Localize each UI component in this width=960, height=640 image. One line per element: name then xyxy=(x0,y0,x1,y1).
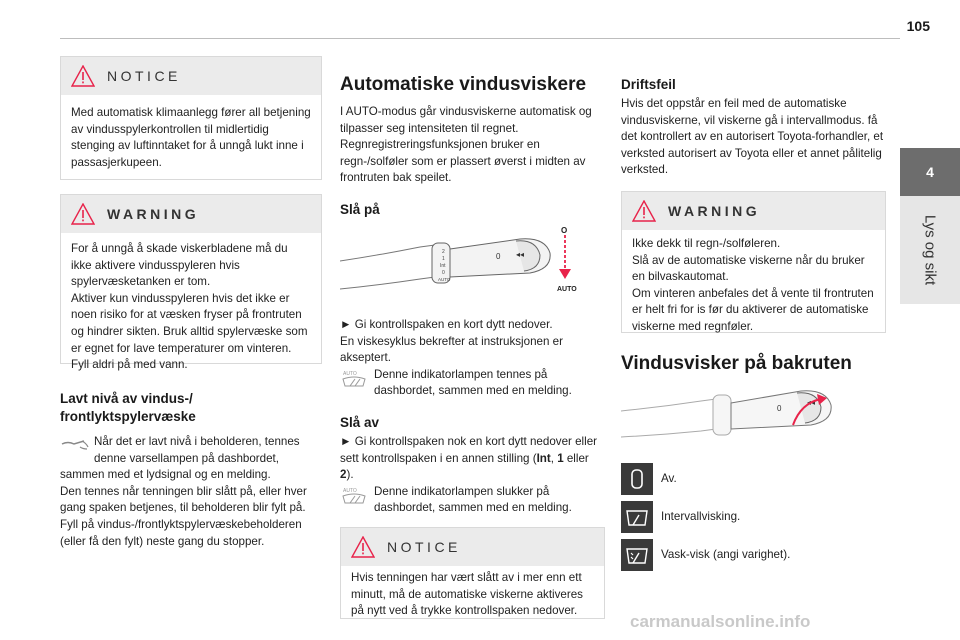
fault-text: Hvis det oppstår en feil med de automatiske vindusviskerne, vil viskerne gå i intervallmodus. få det kontrollert av en autorisert Toyota-forhandler, et verksted autorisert av Toyota eller et annet pålitelig verksted. xyxy=(621,97,884,177)
warning-box-2 xyxy=(621,191,886,333)
notice-box-header xyxy=(61,57,321,95)
low-level-line: Fyll på vindus-/frontlyktspylervæskebeholderen (eller få den fylt) neste gang du stopper. xyxy=(60,517,302,548)
rear-stalk-symbol-o: 0 xyxy=(777,403,782,413)
switch-off-step: ► Gi kontrollspaken nok en kort dytt nedover eller sett kontrollspaken i en annen stilling (Int, 1 eller 2). xyxy=(340,434,598,482)
low-level-heading: Lavt nivå av vindus-/ frontlyktspylervæske xyxy=(60,391,196,424)
warning-box-2-title: WARNING xyxy=(668,202,761,219)
notice-box-2-title: NOTICE xyxy=(387,538,461,555)
notice-box-title: NOTICE xyxy=(107,68,181,84)
page-number: 105 xyxy=(906,18,930,34)
column-right xyxy=(621,76,886,577)
column-left xyxy=(60,56,322,550)
auto-intro-line: I AUTO-modus går vindusviskerne automatisk og tilpasser seg intensiteten til regnet. xyxy=(340,105,592,135)
switch-off-indicator-text: Denne indikatorlampen slukker på dashbordet, sammen med en melding. xyxy=(374,484,572,515)
column-middle xyxy=(340,74,605,633)
rear-item-interval-label: Intervallvisking. xyxy=(661,510,741,524)
notice-box-2-body: Hvis tenningen har vært slått av i mer enn ett minutt, må de automatiske viskerne aktiveres på nytt ved å trykke kontrollspaken nedover. xyxy=(351,570,583,618)
switch-off-heading: Slå av xyxy=(340,414,380,430)
side-tab-label: Lys og sikt xyxy=(921,214,939,286)
warning-box-title: WARNING xyxy=(107,206,200,222)
low-level-line: Den tennes når tenningen blir slått på, eller hver gang spaken betjenes, til beholderen blir fylt på. xyxy=(60,484,307,515)
rear-item-off xyxy=(621,463,886,495)
auto-wiper-indicator-off-icon xyxy=(340,486,368,506)
fault-heading: Driftsfeil xyxy=(621,77,676,92)
auto-wiper-indicator-icon xyxy=(340,369,368,389)
figure-label-o: O xyxy=(561,225,568,235)
wiper-stalk-auto-figure xyxy=(340,225,590,309)
switch-on-confirm: En viskesyklus bekrefter at instruksjonen er akseptert. xyxy=(340,334,563,365)
warning-box-2-body xyxy=(622,230,885,346)
auto-wipers-heading: Automatiske vindusviskere xyxy=(340,74,587,95)
switch-off-indicator-row xyxy=(340,484,605,517)
stalk-symbol-wipe: ◂◂ xyxy=(516,249,525,259)
warning-line: Aktiver kun vindusspyleren hvis det ikke er noen risiko for at væsken fryser på frontruten og hindrer sikten. Bruk alltid spylervæske som er egnet for lave temperaturer om vinteren. xyxy=(71,291,308,355)
top-rule xyxy=(60,38,900,39)
warning-line: Fyll aldri på med vann. xyxy=(71,358,188,372)
scale-label-auto: AUTO xyxy=(438,276,451,282)
figure-label-auto: AUTO xyxy=(557,285,577,293)
warning-line: Slå av de automatiske viskerne når du bruker en bilvaskautomat. xyxy=(632,253,865,284)
svg-text:AUTO: AUTO xyxy=(343,487,357,494)
warning-box-body xyxy=(61,233,321,384)
rear-wiper-heading: Vindusvisker på bakruten xyxy=(621,352,852,374)
caution-triangle-icon xyxy=(71,65,95,87)
side-tab-number: 4 xyxy=(900,148,960,196)
rear-stalk-symbol-wipe: ◂◂ xyxy=(807,397,816,407)
scale-label-2: 2 xyxy=(442,248,445,255)
svg-text:AUTO: AUTO xyxy=(343,370,357,377)
warning-box-header xyxy=(61,195,321,233)
switch-on-heading: Slå på xyxy=(340,201,380,217)
washer-fluid-low-icon xyxy=(60,436,90,452)
notice-box-body: Med automatisk klimaanlegg fører all betjening av vindusspylerkontrollen til midlertidig stenging av luftinntaket for å unngå lukt inne i passasjerkupeen. xyxy=(71,106,311,169)
caution-triangle-icon xyxy=(351,536,375,558)
low-level-indicator-row xyxy=(60,434,322,467)
notice-box xyxy=(60,56,322,180)
warning-line: For å unngå å skade viskerbladene må du ikke aktivere vindusspyleren hvis spylervæsketanken er tom. xyxy=(71,242,288,289)
rear-item-wash xyxy=(621,539,886,571)
rear-wiper-off-icon xyxy=(627,468,647,490)
switch-on-indicator-text: Denne indikatorlampen tennes på dashbordet, sammen med en melding. xyxy=(374,367,572,398)
warning-box xyxy=(60,194,322,372)
scale-label-1: 1 xyxy=(442,255,445,262)
rear-item-off-label: Av. xyxy=(661,472,677,486)
rear-item-wash-label: Vask-visk (angi varighet). xyxy=(661,548,791,562)
notice-box-2-header xyxy=(341,528,604,566)
side-tab[interactable] xyxy=(900,0,960,640)
scale-label-int: Int xyxy=(440,262,446,269)
notice-box-2 xyxy=(340,527,605,619)
switch-on-step: ► Gi kontrollspaken en kort dytt nedover. xyxy=(340,317,553,331)
warning-triangle-icon xyxy=(71,203,95,225)
scale-label-0: 0 xyxy=(442,269,445,276)
rear-item-interval xyxy=(621,501,886,533)
rear-wiper-wash-icon xyxy=(625,545,649,565)
watermark: carmanualsonline.info xyxy=(630,612,811,631)
warning-line: Ikke dekk til regn-/solføleren. xyxy=(632,236,781,250)
rear-wiper-stalk-figure xyxy=(621,381,871,455)
low-level-indicator-text: Når det er lavt nivå i beholderen, tennes denne varsellampen på dashbordet, xyxy=(94,435,300,465)
warning-triangle-icon xyxy=(632,200,656,222)
rear-wiper-interval-icon xyxy=(625,507,649,527)
auto-intro-line: Regnregistreringsfunksjonen bruker en regn-/solføler som er plassert øverst i midten av frontruten bak speilet. xyxy=(340,138,586,185)
warning-box-2-header xyxy=(622,192,885,230)
low-level-line: sammen med et lydsignal og en melding. xyxy=(60,468,271,482)
switch-on-indicator-row xyxy=(340,367,605,400)
warning-line: Om vinteren anbefales det å vente til frontruten er helt fri for is før du aktiverer de automatiske viskerne med regnføler. xyxy=(632,286,874,333)
stalk-symbol-o: 0 xyxy=(496,251,501,261)
